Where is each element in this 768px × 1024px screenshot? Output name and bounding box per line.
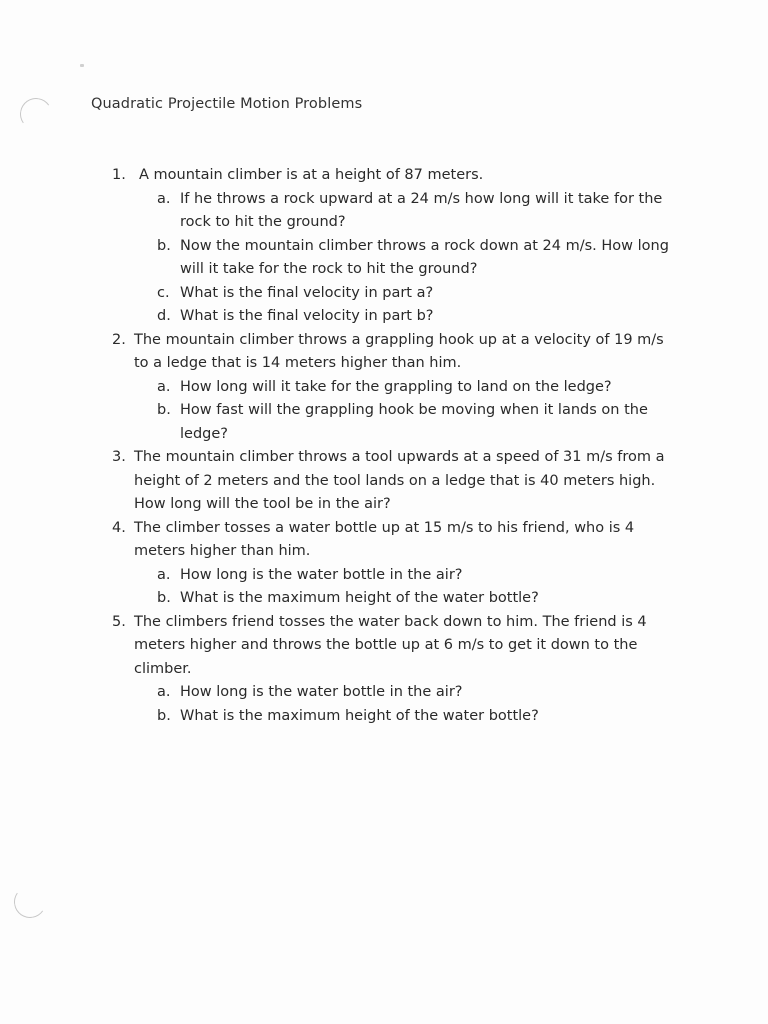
part-text: What is the maximum height of the water bottle? bbox=[180, 707, 539, 724]
part-text: How long is the water bottle in the air? bbox=[180, 684, 463, 700]
problem-1-part-a bbox=[0, 188, 680, 235]
part-text: If he throws a rock upward at a 24 m/s how long will it take for the rock to hit the ground? bbox=[180, 190, 663, 230]
problem-list bbox=[0, 164, 768, 728]
problem-item-4 bbox=[0, 517, 679, 564]
part-text: How long will it take for the grappling to land on the ledge? bbox=[180, 378, 612, 395]
part-letter: b. bbox=[157, 402, 171, 418]
part-text: What is the final velocity in part a? bbox=[180, 284, 434, 301]
problem-text: The climber tosses a water bottle up at 15 m/s to his friend, who is 4 meters higher than him. bbox=[134, 519, 635, 559]
part-letter: b. bbox=[157, 237, 171, 254]
problem-text: The climbers friend tosses the water back down to him. The friend is 4 meters higher and throws the bottle up at 6 m/s to get it down to the climber. bbox=[134, 613, 647, 677]
part-letter: a. bbox=[157, 190, 171, 207]
part-text: How fast will the grappling hook be moving when it lands on the ledge? bbox=[180, 402, 648, 442]
part-letter: a. bbox=[157, 378, 171, 395]
page-title: Quadratic Projectile Motion Problems bbox=[91, 96, 363, 112]
problem-text: The mountain climber throws a tool upwards at a speed of 31 m/s from a height of 2 meters and the tool lands on a ledge that is 40 meters high. How long will the tool be in the air? bbox=[134, 449, 665, 512]
problem-1-part-b bbox=[0, 235, 680, 282]
part-text: What is the final velocity in part b? bbox=[180, 308, 434, 324]
problem-text: The mountain climber throws a grappling hook up at a velocity of 19 m/s to a ledge that is 14 meters higher than him. bbox=[134, 331, 664, 371]
problem-4-part-a bbox=[0, 564, 680, 588]
part-letter: c. bbox=[157, 284, 170, 301]
scan-speck bbox=[80, 64, 84, 67]
part-letter: a. bbox=[157, 566, 171, 583]
problem-item-2 bbox=[0, 329, 679, 376]
problem-text: A mountain climber is at a height of 87 meters. bbox=[139, 167, 484, 183]
punch-hole-mark-bottom bbox=[11, 883, 48, 920]
problem-1-part-c bbox=[0, 282, 680, 306]
problem-2-part-a bbox=[0, 376, 680, 400]
problem-number: 1. bbox=[112, 167, 126, 183]
part-text: What is the maximum height of the water bottle? bbox=[180, 590, 539, 606]
problem-1-part-d bbox=[0, 305, 680, 329]
part-letter: b. bbox=[157, 590, 171, 606]
problem-5-part-b bbox=[0, 705, 680, 729]
problem-item-1 bbox=[0, 164, 684, 188]
problem-4-part-b bbox=[0, 587, 680, 611]
part-letter: d. bbox=[157, 308, 171, 324]
punch-hole-mark-top bbox=[17, 95, 54, 132]
part-letter: a. bbox=[157, 684, 171, 700]
problem-item-5 bbox=[0, 611, 679, 682]
problem-2-part-b bbox=[0, 399, 680, 446]
problem-5-part-a bbox=[0, 681, 680, 705]
problem-number: 4. bbox=[112, 519, 126, 536]
problem-number: 3. bbox=[112, 449, 126, 465]
problem-item-3 bbox=[0, 446, 679, 517]
part-text: How long is the water bottle in the air? bbox=[180, 566, 463, 583]
problem-number: 5. bbox=[112, 613, 126, 630]
part-letter: b. bbox=[157, 707, 171, 724]
part-text: Now the mountain climber throws a rock down at 24 m/s. How long will it take for the rock to hit the ground? bbox=[180, 237, 669, 277]
problem-number: 2. bbox=[112, 331, 126, 348]
